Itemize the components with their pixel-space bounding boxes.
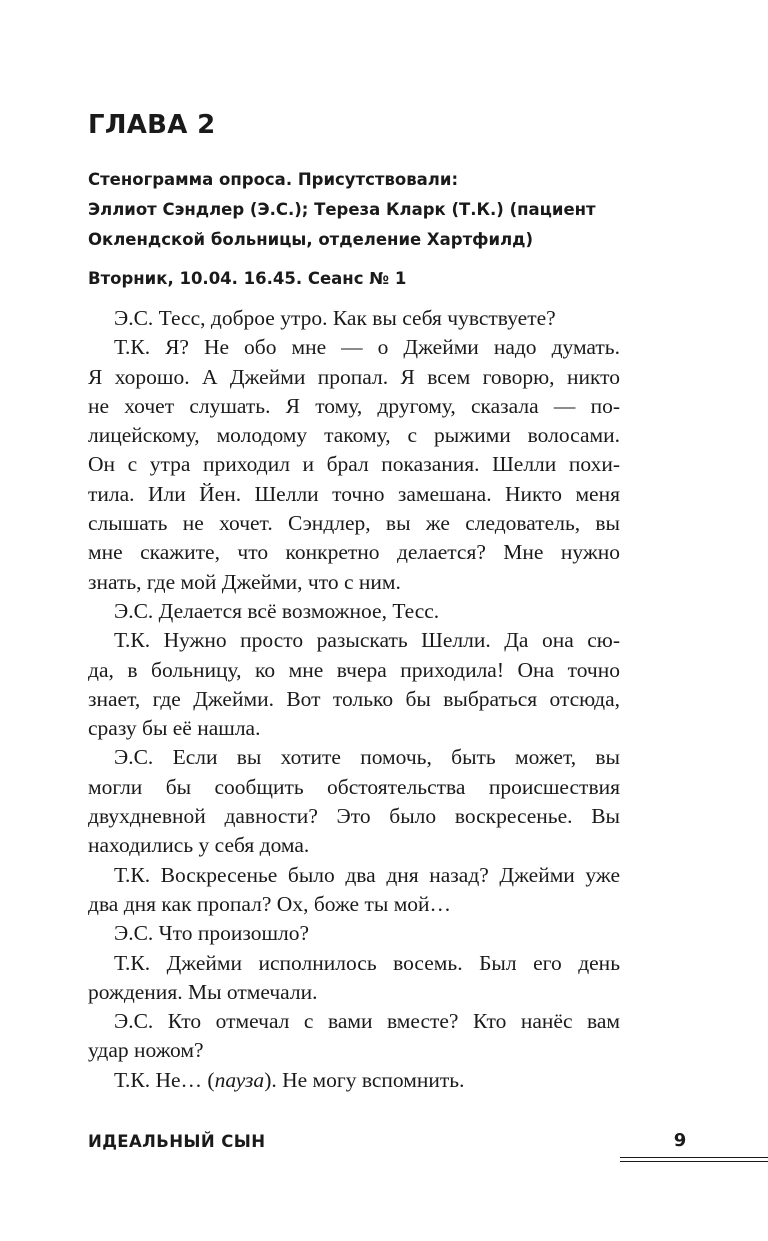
text-line: Т.К. Воскресенье было два дня назад? Джейми уже: [114, 862, 620, 887]
text-line: удар ножом?: [88, 1038, 204, 1063]
text-line: могли бы сообщить обстоятельства происшествия: [88, 774, 620, 799]
transcript-header: [88, 165, 633, 255]
text-line: Я хорошо. А Джейми пропал. Я всем говорю, никто: [88, 364, 620, 389]
text-line: знать, где мой Джейми, что с ним.: [88, 569, 401, 594]
text-line: Э.С. Если вы хотите помочь, быть может, вы: [114, 745, 620, 770]
text-fragment: Т.К. Не… (: [114, 1067, 215, 1092]
text-line: Э.С. Делается всё возможное, Тесс.: [114, 598, 440, 623]
chapter-title: ГЛАВА 2: [88, 110, 216, 140]
footer-rule: [620, 1161, 768, 1162]
text-line: Э.С. Кто отмечал с вами вместе? Кто нанёс вам: [114, 1009, 620, 1034]
text-line: знает, где Джейми. Вот только бы выбраться отсюда,: [88, 686, 620, 711]
text-line: сразу бы её нашла.: [88, 716, 261, 741]
text-line: да, в больницу, ко мне вчера приходила! Она точно: [88, 657, 620, 682]
text-line: Он с утра приходил и брал показания. Шелли похи-: [88, 452, 620, 477]
text-line: не хочет слушать. Я тому, другому, сказала — по-: [88, 393, 620, 418]
text-line: тила. Или Йен. Шелли точно замешана. Никто меня: [88, 481, 620, 506]
italic-fragment: пауза: [214, 1067, 265, 1092]
text-line: Э.С. Тесс, доброе утро. Как вы себя чувствуете?: [114, 306, 556, 330]
text-line: Т.К. Джейми исполнилось восемь. Был его день: [114, 950, 620, 975]
page-number: 9: [673, 1130, 687, 1151]
text-line: Т.К. Нужно просто разыскать Шелли. Да она сю-: [114, 628, 620, 653]
running-footer-title: ИДЕАЛЬНЫЙ СЫН: [88, 1132, 266, 1151]
text-line: двухдневной давности? Это было воскресенье. Вы: [88, 804, 620, 829]
text-line: мне скажите, что конкретно делается? Мне нужно: [88, 540, 620, 565]
footer-rule: [620, 1157, 768, 1158]
header-line: Стенограмма опроса. Присутствовали:: [88, 170, 459, 189]
session-line: Вторник, 10.04. 16.45. Сеанс № 1: [88, 269, 407, 288]
header-line: Эллиот Сэндлер (Э.С.); Тереза Кларк (Т.К.) (пациент: [88, 200, 596, 219]
text-line: лицейскому, молодому такому, с рыжими волосами.: [88, 423, 620, 448]
text-fragment: ). Не могу вспомнить.: [264, 1067, 465, 1092]
text-line: два дня как пропал? Ох, боже ты мой…: [88, 891, 452, 916]
text-line: находились у себя дома.: [88, 833, 310, 858]
text-line: рождения. Мы отмечали.: [88, 979, 318, 1004]
header-line: Оклендской больницы, отделение Хартфилд): [88, 230, 534, 249]
text-line: слышать не хочет. Сэндлер, вы же следователь, вы: [88, 511, 620, 536]
text-line: [88, 1066, 620, 1095]
transcript-body: [88, 304, 620, 1095]
text-line: Э.С. Что произошло?: [114, 921, 310, 946]
text-line: Т.К. Я? Не обо мне — о Джейми надо думать.: [114, 335, 620, 360]
